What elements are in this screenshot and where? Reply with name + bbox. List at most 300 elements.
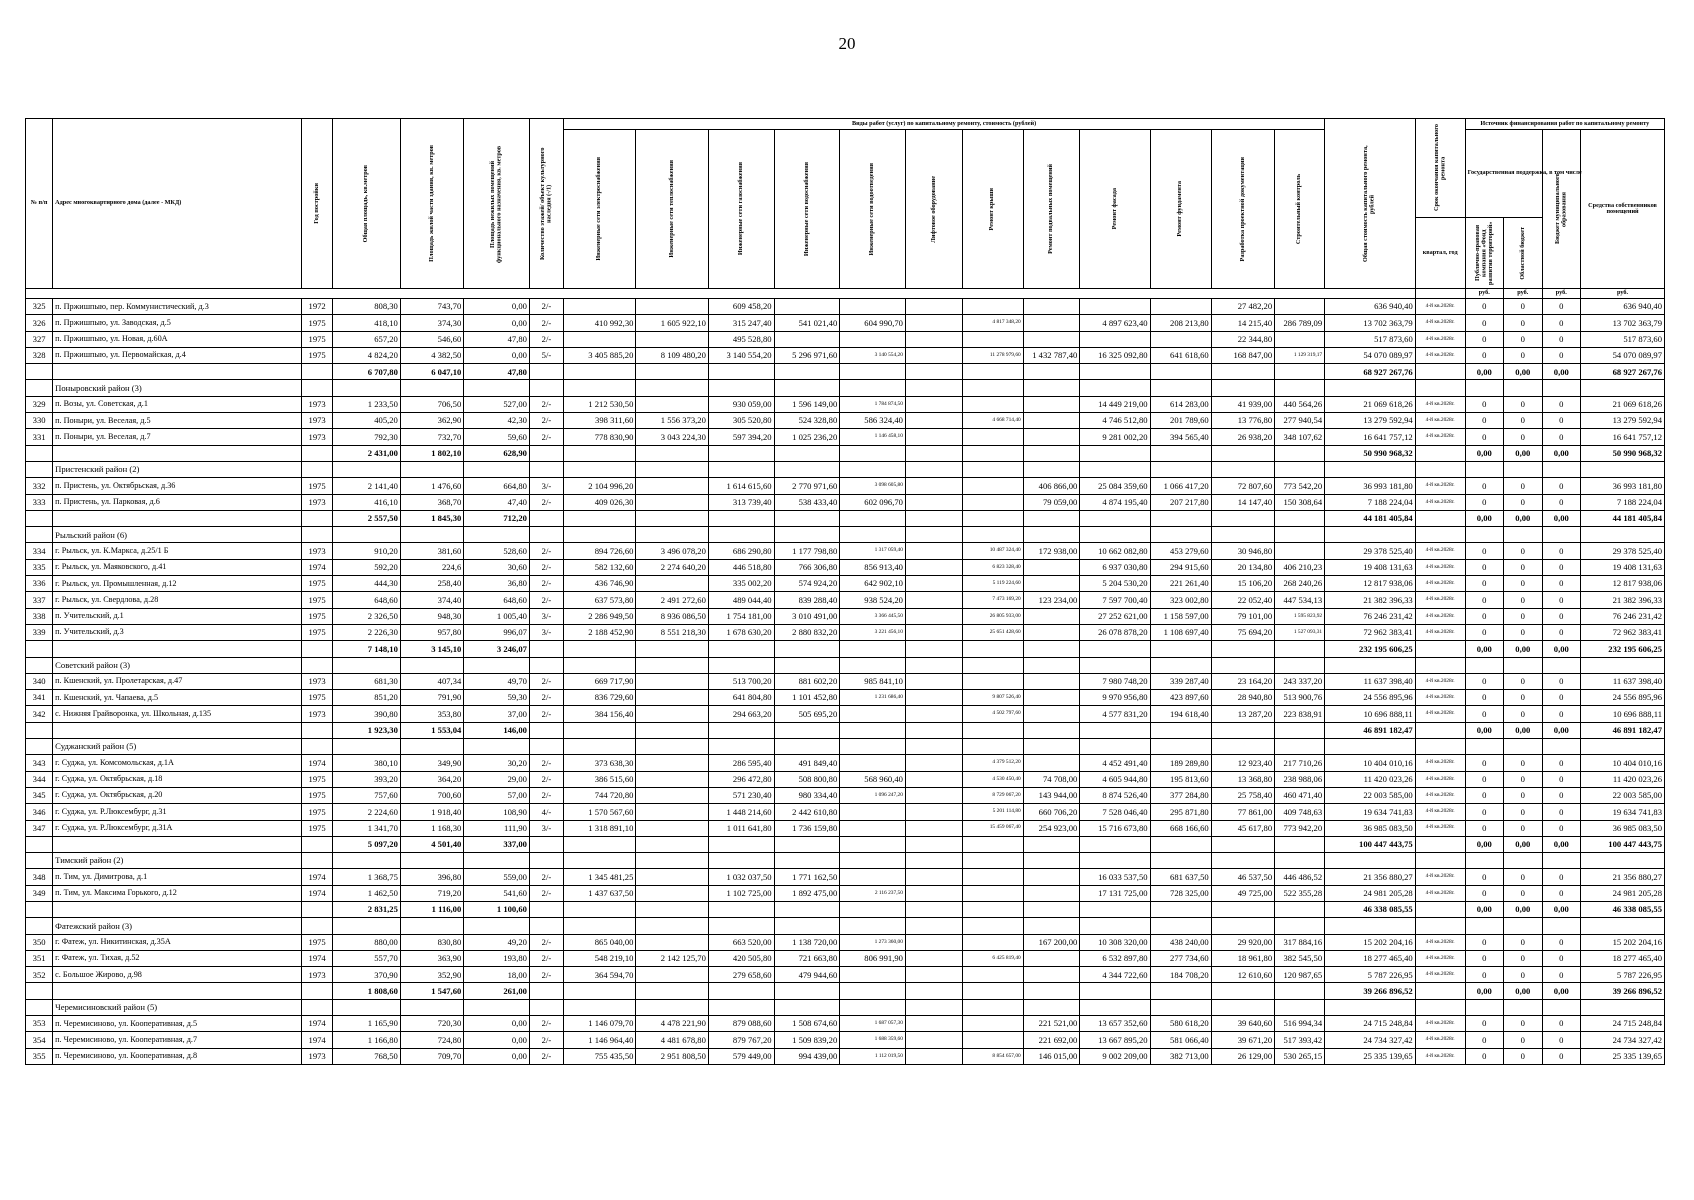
row-work-cost: 766 306,80	[774, 559, 840, 575]
row-work-cost: 4 344 722,60	[1080, 967, 1150, 983]
subtotal-owners: 44 181 405,84	[1581, 510, 1665, 526]
district-empty	[1150, 657, 1211, 673]
district-empty	[1504, 657, 1543, 673]
row-number: 354	[26, 1032, 53, 1048]
row-work-cost: 305 520,80	[708, 413, 774, 429]
row-work-cost: 879 088,60	[708, 1016, 774, 1032]
row-year: 1973	[302, 494, 333, 510]
subtotal-empty	[26, 510, 53, 526]
row-regional: 0	[1504, 347, 1543, 363]
row-deadline: 4-й кв.2028г.	[1415, 1048, 1465, 1064]
row-floors: 4/-	[529, 804, 563, 820]
row-work-cost	[905, 820, 962, 836]
row-work-cost	[1023, 869, 1080, 885]
district-empty	[1275, 461, 1325, 477]
row-work-cost: 12 610,60	[1211, 967, 1274, 983]
row-work-cost: 22 052,40	[1211, 592, 1274, 608]
district-empty	[1465, 739, 1504, 755]
table-row	[26, 478, 1665, 494]
row-fund: 0	[1465, 1032, 1504, 1048]
row-total-cost: 10 404 010,16	[1325, 755, 1416, 771]
row-number: 335	[26, 559, 53, 575]
row-living-area: 830,80	[400, 934, 463, 950]
row-work-cost: 74 708,00	[1023, 771, 1080, 787]
row-work-cost: 3 366 445,50	[840, 608, 906, 624]
district-empty	[636, 918, 708, 934]
row-work-cost: 669 717,90	[563, 673, 635, 689]
row-fund: 0	[1465, 706, 1504, 722]
subtotal-empty	[708, 445, 774, 461]
subtotal-fund: 0,00	[1465, 364, 1504, 380]
row-work-cost: 348 107,62	[1275, 429, 1325, 445]
row-total-area: 2 224,60	[332, 804, 400, 820]
row-work-cost	[905, 413, 962, 429]
subtotal-fund: 0,00	[1465, 901, 1504, 917]
row-fund: 0	[1465, 771, 1504, 787]
subtotal-empty	[302, 901, 333, 917]
subtotal-empty	[1150, 641, 1211, 657]
row-work-cost: 22 344,80	[1211, 331, 1274, 347]
district-empty	[1325, 739, 1416, 755]
header-rub-municipal: руб.	[1542, 289, 1581, 299]
row-work-cost: 3 140 554,20	[840, 347, 906, 363]
row-work-cost: 1 687 057,30	[840, 1016, 906, 1032]
row-work-cost	[1023, 396, 1080, 412]
row-fund: 0	[1465, 787, 1504, 803]
row-work-cost	[1275, 331, 1325, 347]
row-nonres-area: 193,80	[464, 950, 530, 966]
row-owners: 517 873,60	[1581, 331, 1665, 347]
district-empty	[464, 918, 530, 934]
district-empty	[962, 657, 1023, 673]
district-empty	[774, 657, 840, 673]
row-address: п. Черемисиново, ул. Кооперативная, д.7	[53, 1032, 302, 1048]
row-work-cost: 744 720,80	[563, 787, 635, 803]
row-work-cost: 3 098 605,80	[840, 478, 906, 494]
district-empty	[1150, 461, 1211, 477]
row-deadline: 4-й кв.2028г.	[1415, 576, 1465, 592]
subtotal-row	[26, 901, 1665, 917]
row-total-cost: 5 787 226,95	[1325, 967, 1416, 983]
row-work-cost	[1080, 331, 1150, 347]
row-deadline: 4-й кв.2028г.	[1415, 429, 1465, 445]
row-owners: 19 408 131,63	[1581, 559, 1665, 575]
row-municipal: 0	[1542, 413, 1581, 429]
row-year: 1973	[302, 429, 333, 445]
row-work-cost	[1023, 950, 1080, 966]
row-regional: 0	[1504, 967, 1543, 983]
subtotal-owners: 68 927 267,76	[1581, 364, 1665, 380]
district-empty	[1465, 527, 1504, 543]
subtotal-living-area: 1 553,04	[400, 722, 463, 738]
subtotal-empty	[1211, 641, 1274, 657]
subtotal-fund: 0,00	[1465, 510, 1504, 526]
row-work-cost	[1150, 299, 1211, 315]
row-work-cost: 12 923,40	[1211, 755, 1274, 771]
row-total-cost: 25 335 139,65	[1325, 1048, 1416, 1064]
subtotal-total-cost: 46 891 182,47	[1325, 722, 1416, 738]
row-work-cost: 985 841,10	[840, 673, 906, 689]
row-work-cost: 1 101 452,80	[774, 690, 840, 706]
row-living-area: 374,30	[400, 315, 463, 331]
subtotal-empty	[905, 510, 962, 526]
row-work-cost	[1275, 543, 1325, 559]
row-work-cost	[905, 934, 962, 950]
row-work-cost: 773 942,20	[1275, 820, 1325, 836]
row-work-cost: 5 204 530,20	[1080, 576, 1150, 592]
subtotal-fund: 0,00	[1465, 983, 1504, 999]
row-work-cost: 30 946,80	[1211, 543, 1274, 559]
row-work-cost	[905, 478, 962, 494]
subtotal-empty	[1275, 983, 1325, 999]
district-empty	[26, 918, 53, 934]
subtotal-empty	[1080, 510, 1150, 526]
row-work-cost: 268 240,26	[1275, 576, 1325, 592]
row-work-cost: 323 002,80	[1150, 592, 1211, 608]
row-living-area: 948,30	[400, 608, 463, 624]
subtotal-municipal: 0,00	[1542, 836, 1581, 852]
subtotal-municipal: 0,00	[1542, 510, 1581, 526]
subtotal-owners: 46 891 182,47	[1581, 722, 1665, 738]
row-year: 1975	[302, 576, 333, 592]
row-work-cost: 1 212 530,50	[563, 396, 635, 412]
header-address: Адрес многоквартирного дома (далее - МКД)	[53, 119, 302, 289]
row-address: п. Тим, ул. Максима Горького, д.12	[53, 885, 302, 901]
row-number: 352	[26, 967, 53, 983]
district-empty	[1504, 527, 1543, 543]
row-living-area: 732,70	[400, 429, 463, 445]
district-empty	[400, 527, 463, 543]
row-work-cost: 15 459 067,40	[962, 820, 1023, 836]
row-work-cost: 479 944,60	[774, 967, 840, 983]
row-address: г. Рыльск, ул. К.Маркса, д.25/1 Б	[53, 543, 302, 559]
table-row	[26, 950, 1665, 966]
row-work-cost: 201 789,60	[1150, 413, 1211, 429]
table-row	[26, 315, 1665, 331]
subtotal-empty	[840, 641, 906, 657]
row-work-cost: 4 530 450,40	[962, 771, 1023, 787]
subtotal-empty	[774, 510, 840, 526]
header-state-group: Государственная поддержка, в том числе	[1465, 130, 1542, 218]
row-work-cost: 7 980 748,20	[1080, 673, 1150, 689]
district-empty	[1581, 461, 1665, 477]
row-living-area: 352,90	[400, 967, 463, 983]
row-work-cost	[1023, 706, 1080, 722]
district-empty	[400, 380, 463, 396]
subtotal-empty	[1275, 641, 1325, 657]
row-regional: 0	[1504, 755, 1543, 771]
row-work-cost: 4 817 348,20	[962, 315, 1023, 331]
row-fund: 0	[1465, 690, 1504, 706]
table-row	[26, 755, 1665, 771]
row-work-cost	[636, 576, 708, 592]
subtotal-empty	[1023, 722, 1080, 738]
row-deadline: 4-й кв.2028г.	[1415, 706, 1465, 722]
row-total-area: 1 233,50	[332, 396, 400, 412]
row-total-cost: 22 003 585,00	[1325, 787, 1416, 803]
row-work-cost: 2 104 996,20	[563, 478, 635, 494]
district-empty	[1275, 380, 1325, 396]
district-empty	[302, 918, 333, 934]
subtotal-empty	[636, 641, 708, 657]
row-work-cost: 1 614 615,60	[708, 478, 774, 494]
district-empty	[1275, 918, 1325, 934]
subtotal-empty	[1415, 510, 1465, 526]
row-work-cost: 339 287,40	[1150, 673, 1211, 689]
row-total-cost: 7 188 224,04	[1325, 494, 1416, 510]
row-work-cost: 5 296 971,60	[774, 347, 840, 363]
row-work-cost	[636, 706, 708, 722]
district-empty	[302, 739, 333, 755]
header-work-control: Строительный контроль	[1275, 130, 1325, 289]
row-municipal: 0	[1542, 347, 1581, 363]
row-work-cost	[905, 706, 962, 722]
subtotal-empty	[302, 510, 333, 526]
row-nonres-area: 37,00	[464, 706, 530, 722]
row-owners: 21 382 396,33	[1581, 592, 1665, 608]
row-year: 1974	[302, 869, 333, 885]
district-empty	[1211, 527, 1274, 543]
header-work-sewer: Инженерные сети водоотведения	[840, 130, 906, 289]
district-row	[26, 380, 1665, 396]
row-deadline: 4-й кв.2028г.	[1415, 950, 1465, 966]
district-empty	[563, 380, 635, 396]
table-row	[26, 331, 1665, 347]
subtotal-empty	[1150, 510, 1211, 526]
row-work-cost: 806 991,90	[840, 950, 906, 966]
table-body	[26, 299, 1665, 1065]
row-regional: 0	[1504, 494, 1543, 510]
row-living-area: 368,70	[400, 494, 463, 510]
subtotal-row	[26, 641, 1665, 657]
subtotal-empty	[563, 364, 635, 380]
row-work-cost	[905, 869, 962, 885]
subtotal-empty	[840, 836, 906, 852]
row-regional: 0	[1504, 429, 1543, 445]
row-work-cost: 150 308,64	[1275, 494, 1325, 510]
row-work-cost: 548 219,10	[563, 950, 635, 966]
district-empty	[1080, 999, 1150, 1015]
row-floors: 2/-	[529, 331, 563, 347]
subtotal-nonres-area: 47,80	[464, 364, 530, 380]
subtotal-empty	[529, 983, 563, 999]
row-municipal: 0	[1542, 820, 1581, 836]
row-work-cost: 836 729,60	[563, 690, 635, 706]
subtotal-empty	[26, 722, 53, 738]
row-work-cost: 15 106,20	[1211, 576, 1274, 592]
row-total-area: 792,30	[332, 429, 400, 445]
subtotal-empty	[1211, 510, 1274, 526]
row-work-cost	[1023, 299, 1080, 315]
row-living-area: 709,70	[400, 1048, 463, 1064]
district-empty	[1275, 739, 1325, 755]
district-empty	[1465, 999, 1504, 1015]
row-address: с. Большое Жирово, д.98	[53, 967, 302, 983]
district-empty	[1150, 380, 1211, 396]
row-work-cost: 8 854 657,00	[962, 1048, 1023, 1064]
district-empty	[1415, 380, 1465, 396]
subtotal-municipal: 0,00	[1542, 722, 1581, 738]
district-empty	[563, 739, 635, 755]
row-municipal: 0	[1542, 592, 1581, 608]
row-address: п. Возы, ул. Советская, д.1	[53, 396, 302, 412]
district-empty	[1150, 918, 1211, 934]
row-owners: 5 787 226,95	[1581, 967, 1665, 983]
row-deadline: 4-й кв.2028г.	[1415, 559, 1465, 575]
district-empty	[529, 918, 563, 934]
row-owners: 636 940,40	[1581, 299, 1665, 315]
subtotal-empty	[26, 836, 53, 852]
district-empty	[1465, 461, 1504, 477]
row-work-cost: 642 902,10	[840, 576, 906, 592]
row-work-cost: 571 230,40	[708, 787, 774, 803]
row-work-cost: 8 551 218,30	[636, 624, 708, 640]
subtotal-row	[26, 445, 1665, 461]
subtotal-regional: 0,00	[1504, 901, 1543, 917]
row-work-cost: 1 432 787,40	[1023, 347, 1080, 363]
row-deadline: 4-й кв.2028г.	[1415, 592, 1465, 608]
row-floors: 2/-	[529, 869, 563, 885]
row-year: 1973	[302, 396, 333, 412]
district-empty	[332, 918, 400, 934]
row-work-cost: 409 026,30	[563, 494, 635, 510]
row-work-cost: 3 496 078,20	[636, 543, 708, 559]
subtotal-empty	[1275, 836, 1325, 852]
subtotal-empty	[962, 445, 1023, 461]
row-deadline: 4-й кв.2028г.	[1415, 315, 1465, 331]
subtotal-empty	[905, 983, 962, 999]
row-work-cost	[636, 804, 708, 820]
district-row	[26, 527, 1665, 543]
subtotal-empty	[53, 364, 302, 380]
header-municipal: Бюджет муниципального образования	[1542, 130, 1581, 289]
row-municipal: 0	[1542, 315, 1581, 331]
row-fund: 0	[1465, 592, 1504, 608]
subtotal-regional: 0,00	[1504, 510, 1543, 526]
row-work-cost: 1 318 891,10	[563, 820, 635, 836]
district-empty	[1504, 999, 1543, 1015]
row-work-cost: 865 040,00	[563, 934, 635, 950]
subtotal-empty	[636, 983, 708, 999]
row-work-cost: 4 502 797,60	[962, 706, 1023, 722]
row-work-cost: 45 617,80	[1211, 820, 1274, 836]
row-municipal: 0	[1542, 673, 1581, 689]
row-regional: 0	[1504, 885, 1543, 901]
subtotal-empty	[529, 445, 563, 461]
subtotal-total-area: 2 557,50	[332, 510, 400, 526]
row-regional: 0	[1504, 771, 1543, 787]
row-work-cost: 3 140 554,20	[708, 347, 774, 363]
header-work-water: Инженерные сети водоснабжения	[774, 130, 840, 289]
subtotal-regional: 0,00	[1504, 641, 1543, 657]
row-work-cost: 446 486,52	[1275, 869, 1325, 885]
row-work-cost	[1080, 299, 1150, 315]
row-number: 325	[26, 299, 53, 315]
row-address: г. Суджа, ул. Октябрьская, д.20	[53, 787, 302, 803]
row-work-cost	[563, 299, 635, 315]
row-number: 337	[26, 592, 53, 608]
row-work-cost: 75 694,20	[1211, 624, 1274, 640]
subtotal-total-cost: 39 266 896,52	[1325, 983, 1416, 999]
row-work-cost	[1023, 885, 1080, 901]
district-empty	[1325, 657, 1416, 673]
district-empty	[563, 999, 635, 1015]
subtotal-empty	[708, 836, 774, 852]
district-empty	[708, 461, 774, 477]
row-floors: 2/-	[529, 934, 563, 950]
row-work-cost: 4 874 195,40	[1080, 494, 1150, 510]
district-empty	[1504, 739, 1543, 755]
row-total-area: 1 341,70	[332, 820, 400, 836]
subtotal-empty	[1415, 836, 1465, 852]
row-floors: 2/-	[529, 429, 563, 445]
subtotal-empty	[302, 364, 333, 380]
header-work-design: Разработка проектной документации	[1211, 130, 1274, 289]
row-total-cost: 76 246 231,42	[1325, 608, 1416, 624]
row-owners: 24 556 895,96	[1581, 690, 1665, 706]
row-nonres-area: 108,90	[464, 804, 530, 820]
row-work-cost	[636, 331, 708, 347]
subtotal-nonres-area: 337,00	[464, 836, 530, 852]
row-nonres-area: 527,00	[464, 396, 530, 412]
subtotal-regional: 0,00	[1504, 445, 1543, 461]
district-empty	[840, 739, 906, 755]
row-work-cost: 4 577 831,20	[1080, 706, 1150, 722]
row-work-cost: 406 210,23	[1275, 559, 1325, 575]
district-empty	[26, 853, 53, 869]
row-work-cost: 440 564,26	[1275, 396, 1325, 412]
row-work-cost: 1 025 236,20	[774, 429, 840, 445]
row-work-cost: 13 776,80	[1211, 413, 1274, 429]
row-number: 340	[26, 673, 53, 689]
row-work-cost	[636, 755, 708, 771]
row-work-cost: 495 528,80	[708, 331, 774, 347]
district-empty	[529, 657, 563, 673]
district-empty	[332, 999, 400, 1015]
district-empty	[1581, 380, 1665, 396]
subtotal-total-cost: 68 927 267,76	[1325, 364, 1416, 380]
row-regional: 0	[1504, 624, 1543, 640]
district-empty	[26, 380, 53, 396]
row-work-cost	[840, 331, 906, 347]
subtotal-fund: 0,00	[1465, 641, 1504, 657]
district-empty	[563, 918, 635, 934]
district-name: Фатежский район (3)	[53, 918, 302, 934]
row-work-cost: 1 688 359,60	[840, 1032, 906, 1048]
row-work-cost: 1 011 641,80	[708, 820, 774, 836]
row-total-cost: 21 069 618,26	[1325, 396, 1416, 412]
row-work-cost: 143 944,00	[1023, 787, 1080, 803]
district-empty	[708, 739, 774, 755]
row-work-cost: 382 545,50	[1275, 950, 1325, 966]
subtotal-empty	[53, 722, 302, 738]
row-work-cost: 4 379 512,20	[962, 755, 1023, 771]
row-work-cost	[840, 299, 906, 315]
subtotal-empty	[708, 983, 774, 999]
row-regional: 0	[1504, 787, 1543, 803]
table-row	[26, 413, 1665, 429]
row-owners: 16 641 757,12	[1581, 429, 1665, 445]
row-municipal: 0	[1542, 608, 1581, 624]
district-empty	[400, 739, 463, 755]
subtotal-empty	[905, 641, 962, 657]
row-number: 348	[26, 869, 53, 885]
district-empty	[774, 739, 840, 755]
row-work-cost: 13 657 352,60	[1080, 1016, 1150, 1032]
row-work-cost: 23 164,20	[1211, 673, 1274, 689]
row-work-cost: 505 695,20	[774, 706, 840, 722]
district-empty	[1023, 461, 1080, 477]
